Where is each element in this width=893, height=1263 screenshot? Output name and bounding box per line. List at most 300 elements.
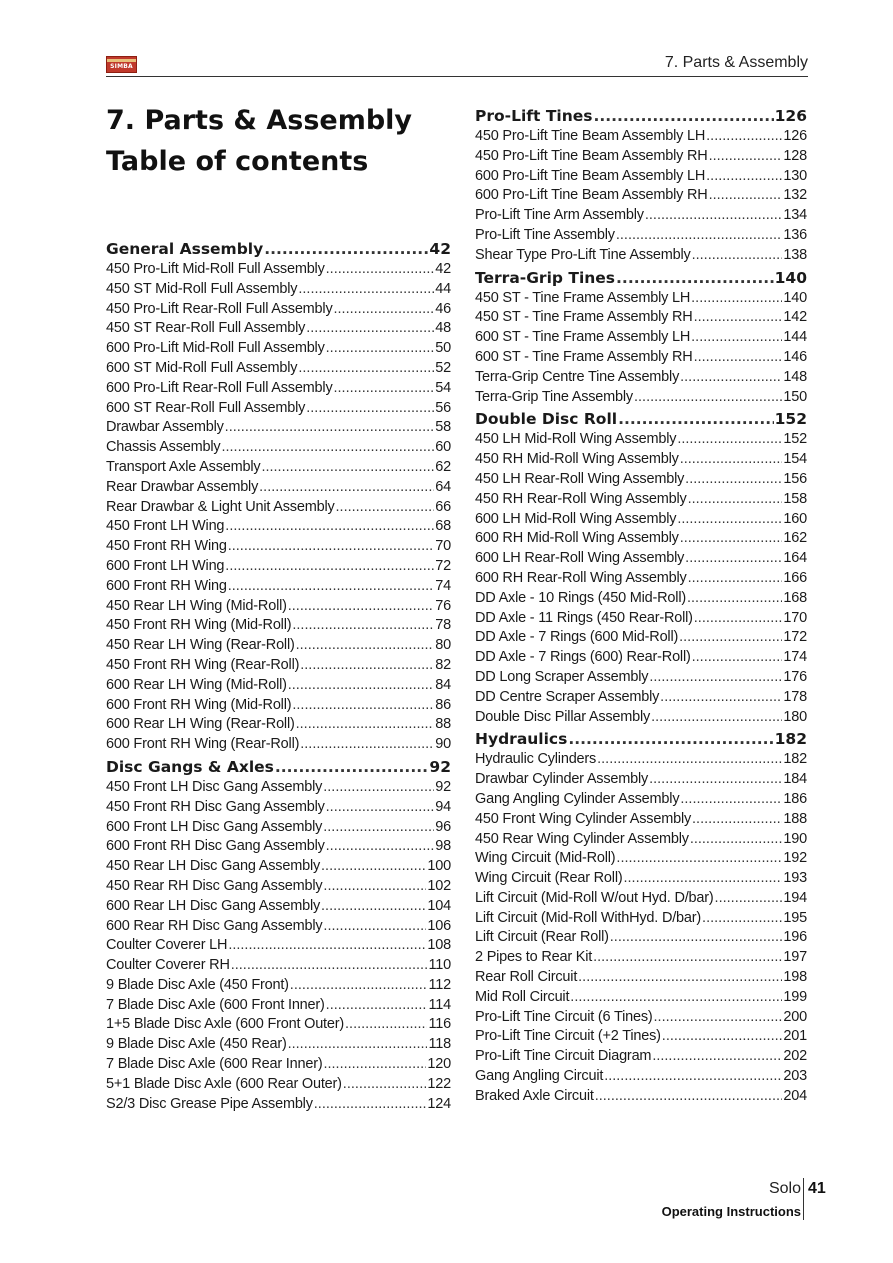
- toc-entry-title: 450 ST - Tine Frame Assembly RH: [475, 309, 693, 326]
- toc-entry[interactable]: [106, 280, 451, 300]
- toc-entry[interactable]: [106, 478, 451, 498]
- toc-entry-page: 50: [435, 340, 451, 357]
- toc-entry-title: Rear Drawbar & Light Unit Assembly: [106, 498, 335, 515]
- toc-entry-page: 114: [428, 996, 451, 1013]
- toc-entry-page: 174: [783, 649, 807, 666]
- toc-leader-dots: [593, 948, 782, 968]
- toc-leader-dots: [228, 537, 435, 557]
- toc-entry-page: 201: [783, 1028, 807, 1045]
- toc-entry-title: 450 Front LH Wing: [106, 518, 225, 535]
- toc-entry-page: 106: [427, 917, 451, 934]
- toc-entry-page: 72: [435, 557, 451, 574]
- toc-entry[interactable]: [475, 127, 807, 147]
- toc-entry[interactable]: [475, 609, 807, 629]
- toc-leader-dots: [616, 226, 783, 246]
- toc-entry-title: 450 RH Rear-Roll Wing Assembly: [475, 490, 687, 507]
- toc-entry-title: Hydraulics: [475, 730, 568, 749]
- header-section-label: 7. Parts & Assembly: [664, 54, 808, 71]
- toc-entry[interactable]: [106, 577, 451, 597]
- toc-entry-page: 126: [774, 107, 807, 125]
- toc-entry[interactable]: [106, 656, 451, 676]
- toc-entry-title: Braked Axle Circuit: [475, 1087, 594, 1104]
- toc-entry-page: 136: [783, 226, 807, 243]
- toc-leader-dots: [288, 676, 435, 696]
- toc-section-heading[interactable]: [475, 268, 807, 289]
- toc-entry-title: 600 Front RH Wing (Rear-Roll): [106, 736, 300, 753]
- toc-entry[interactable]: [475, 1087, 807, 1107]
- toc-section-heading[interactable]: [106, 757, 451, 778]
- toc-entry[interactable]: [106, 1095, 451, 1115]
- toc-entry-title: Rear Drawbar Assembly: [106, 478, 259, 495]
- toc-entry-page: 162: [783, 530, 807, 547]
- toc-leader-dots: [290, 976, 428, 996]
- toc-leader-dots: [593, 106, 773, 127]
- toc-leader-dots: [326, 837, 435, 857]
- toc-entry-title: 450 RH Mid-Roll Wing Assembly: [475, 451, 679, 468]
- toc-entry-title: 450 Front RH Wing (Rear-Roll): [106, 656, 300, 673]
- toc-leader-dots: [306, 319, 434, 339]
- toc-leader-dots: [326, 339, 435, 359]
- toc-entry-title: 7 Blade Disc Axle (600 Front Inner): [106, 996, 325, 1013]
- toc-entry-page: 199: [783, 988, 807, 1005]
- toc-entry-page: 184: [783, 771, 807, 788]
- toc-leader-dots: [292, 696, 434, 716]
- toc-entry[interactable]: [106, 418, 451, 438]
- toc-section-heading[interactable]: [106, 239, 451, 260]
- toc-entry-title: 1+5 Blade Disc Axle (600 Front Outer): [106, 1016, 345, 1033]
- toc-entry-title: 450 LH Mid-Roll Wing Assembly: [475, 431, 677, 448]
- toc-entry[interactable]: [475, 830, 807, 850]
- toc-entry-title: DD Long Scraper Assembly: [475, 668, 649, 685]
- toc-entry-title: Pro-Lift Tine Circuit Diagram: [475, 1048, 652, 1065]
- toc-entry-title: 600 Pro-Lift Tine Beam Assembly RH: [475, 187, 708, 204]
- toc-entry-title: Drawbar Cylinder Assembly: [475, 771, 649, 788]
- toc-leader-dots: [652, 1047, 782, 1067]
- toc-entry[interactable]: [475, 388, 807, 408]
- toc-entry-page: 188: [783, 810, 807, 827]
- toc-entry-page: 66: [435, 498, 451, 515]
- toc-entry-page: 168: [783, 589, 807, 606]
- toc-entry-title: Lift Circuit (Rear Roll): [475, 929, 609, 946]
- toc-entry-page: 160: [783, 510, 807, 527]
- toc-entry[interactable]: [475, 308, 807, 328]
- toc-entry[interactable]: [475, 869, 807, 889]
- toc-entry-page: 48: [435, 320, 451, 337]
- toc-leader-dots: [261, 458, 434, 478]
- toc-entry[interactable]: [475, 770, 807, 790]
- toc-entry-page: 78: [435, 617, 451, 634]
- toc-entry-page: 60: [435, 439, 451, 456]
- toc-entry[interactable]: [106, 956, 451, 976]
- toc-entry-title: 600 Rear LH Wing (Mid-Roll): [106, 676, 287, 693]
- toc-entry[interactable]: [475, 206, 807, 226]
- toc-entry[interactable]: [475, 348, 807, 368]
- toc-leader-dots: [702, 909, 782, 929]
- toc-entry-page: 132: [783, 187, 807, 204]
- toc-entry[interactable]: [475, 450, 807, 470]
- toc-entry-title: Wing Circuit (Mid-Roll): [475, 850, 616, 867]
- toc-leader-dots: [649, 668, 782, 688]
- toc-entry-title: 600 Front LH Disc Gang Assembly: [106, 818, 323, 835]
- toc-entry-page: 44: [435, 280, 451, 297]
- toc-entry-page: 86: [435, 696, 451, 713]
- toc-entry-title: 600 ST Rear-Roll Full Assembly: [106, 399, 306, 416]
- toc-entry-page: 194: [783, 889, 807, 906]
- toc-entry-page: 193: [783, 870, 807, 887]
- toc-leader-dots: [692, 648, 783, 668]
- toc-entry[interactable]: [106, 676, 451, 696]
- toc-entry[interactable]: [475, 147, 807, 167]
- header-rule: [106, 76, 808, 77]
- page-title-line1: 7. Parts & Assembly: [106, 105, 413, 136]
- toc-entry-title: 600 Front RH Wing: [106, 577, 227, 594]
- toc-entry-page: 124: [427, 1095, 451, 1112]
- toc-entry[interactable]: [475, 589, 807, 609]
- toc-leader-dots: [568, 729, 773, 750]
- toc-entry-title: Pro-Lift Tine Circuit (+2 Tines): [475, 1028, 661, 1045]
- toc-entry-page: 192: [783, 850, 807, 867]
- toc-leader-dots: [300, 656, 434, 676]
- toc-leader-dots: [292, 616, 434, 636]
- toc-entry-page: 126: [783, 128, 807, 144]
- toc-entry[interactable]: [106, 379, 451, 399]
- toc-leader-dots: [225, 557, 434, 577]
- toc-entry[interactable]: [475, 708, 807, 728]
- toc-entry-title: 450 Rear Wing Cylinder Assembly: [475, 830, 689, 847]
- toc-entry-title: DD Centre Scraper Assembly: [475, 688, 660, 705]
- toc-entry-page: 156: [783, 470, 807, 487]
- toc-entry-title: Double Disc Roll: [475, 410, 618, 429]
- footer-brand: Solo: [768, 1180, 801, 1197]
- toc-entry-title: Pro-Lift Tine Arm Assembly: [475, 207, 644, 224]
- toc-entry[interactable]: [475, 968, 807, 988]
- toc-leader-dots: [326, 996, 428, 1016]
- toc-entry[interactable]: [106, 300, 451, 320]
- toc-entry-page: 80: [435, 637, 451, 654]
- toc-entry-title: Coulter Coverer RH: [106, 957, 230, 974]
- toc-leader-dots: [694, 609, 783, 629]
- toc-entry-page: 154: [783, 451, 807, 468]
- toc-leader-dots: [228, 577, 435, 597]
- toc-entry-page: 84: [435, 676, 451, 693]
- toc-leader-dots: [688, 569, 783, 589]
- toc-entry-page: 74: [435, 577, 451, 594]
- toc-entry[interactable]: [106, 616, 451, 636]
- toc-entry[interactable]: [475, 167, 807, 187]
- toc-entry-page: 178: [783, 688, 807, 705]
- toc-leader-dots: [326, 798, 435, 818]
- toc-entry[interactable]: [106, 399, 451, 419]
- toc-entry[interactable]: [475, 569, 807, 589]
- toc-leader-dots: [634, 388, 782, 408]
- toc-entry-page: 68: [435, 518, 451, 535]
- toc-entry-title: DD Axle - 7 Rings (600) Rear-Roll): [475, 649, 691, 666]
- toc-leader-dots: [677, 510, 782, 530]
- toc-leader-dots: [680, 368, 782, 388]
- toc-entry-page: 166: [783, 569, 807, 586]
- toc-entry[interactable]: [106, 778, 451, 798]
- toc-entry[interactable]: [475, 849, 807, 869]
- toc-entry[interactable]: [106, 1035, 451, 1055]
- toc-entry[interactable]: [475, 1008, 807, 1028]
- toc-entry[interactable]: [475, 430, 807, 450]
- toc-leader-dots: [690, 830, 783, 850]
- toc-entry[interactable]: [106, 537, 451, 557]
- toc-entry[interactable]: [475, 688, 807, 708]
- toc-entry[interactable]: [475, 549, 807, 569]
- toc-entry-title: Gang Angling Cylinder Assembly: [475, 790, 680, 807]
- toc-entry[interactable]: [106, 458, 451, 478]
- toc-entry-page: 182: [774, 730, 807, 749]
- toc-leader-dots: [314, 1095, 427, 1115]
- toc-leader-dots: [275, 757, 429, 778]
- toc-entry[interactable]: [475, 186, 807, 206]
- toc-entry[interactable]: [106, 976, 451, 996]
- toc-entry[interactable]: [106, 877, 451, 897]
- toc-entry-title: Pro-Lift Tine Assembly: [475, 226, 615, 243]
- toc-entry-page: 42: [435, 261, 451, 277]
- toc-entry[interactable]: [475, 328, 807, 348]
- toc-leader-dots: [715, 889, 783, 909]
- toc-entry[interactable]: [475, 628, 807, 648]
- toc-leader-dots: [616, 849, 782, 869]
- toc-entry-page: 112: [428, 976, 451, 993]
- toc-leader-dots: [300, 735, 434, 755]
- toc-entry-title: Wing Circuit (Rear Roll): [475, 870, 623, 887]
- toc-entry[interactable]: [475, 1047, 807, 1067]
- toc-entry-title: Disc Gangs & Axles: [106, 757, 274, 776]
- toc-left-column: [106, 237, 451, 1114]
- toc-entry[interactable]: [475, 1067, 807, 1087]
- toc-leader-dots: [679, 628, 782, 648]
- toc-entry-title: 450 ST Mid-Roll Full Assembly: [106, 280, 298, 297]
- toc-leader-dots: [323, 877, 426, 897]
- toc-entry[interactable]: [475, 226, 807, 246]
- toc-entry-page: 62: [435, 458, 451, 475]
- toc-entry-page: 46: [435, 300, 451, 317]
- toc-entry[interactable]: [106, 319, 451, 339]
- toc-entry[interactable]: [475, 510, 807, 530]
- toc-leader-dots: [221, 438, 434, 458]
- toc-entry-page: 195: [783, 909, 807, 926]
- toc-section-heading[interactable]: [475, 409, 807, 430]
- toc-entry[interactable]: [475, 668, 807, 688]
- toc-leader-dots: [225, 418, 435, 438]
- toc-entry[interactable]: [106, 857, 451, 877]
- toc-entry[interactable]: [106, 897, 451, 917]
- toc-leader-dots: [288, 597, 435, 617]
- toc-entry-title: Terra-Grip Tine Assembly: [475, 388, 633, 405]
- toc-entry[interactable]: [106, 517, 451, 537]
- toc-leader-dots: [326, 260, 435, 280]
- toc-entry-page: 198: [783, 969, 807, 986]
- toc-entry-page: 96: [435, 818, 451, 835]
- toc-entry-page: 76: [435, 597, 451, 614]
- toc-leader-dots: [680, 450, 783, 470]
- toc-entry-title: 600 Rear LH Wing (Rear-Roll): [106, 716, 295, 733]
- toc-entry-title: Drawbar Assembly: [106, 419, 224, 436]
- toc-entry[interactable]: [106, 498, 451, 518]
- toc-leader-dots: [709, 147, 783, 167]
- toc-entry[interactable]: [106, 636, 451, 656]
- toc-entry-title: Chassis Assembly: [106, 439, 221, 456]
- toc-entry-title: 450 Rear LH Disc Gang Assembly: [106, 858, 321, 875]
- toc-entry-title: 600 Front RH Wing (Mid-Roll): [106, 696, 292, 713]
- toc-entry[interactable]: [475, 246, 807, 266]
- toc-section-heading[interactable]: [475, 729, 807, 750]
- logo-band: [107, 59, 136, 62]
- toc-entry-page: 108: [427, 937, 451, 954]
- toc-leader-dots: [623, 869, 782, 889]
- toc-leader-dots: [692, 810, 782, 830]
- toc-entry[interactable]: [106, 798, 451, 818]
- toc-entry[interactable]: [106, 696, 451, 716]
- toc-entry[interactable]: [106, 715, 451, 735]
- toc-entry-page: 152: [774, 410, 807, 429]
- toc-entry-page: 82: [435, 656, 451, 673]
- toc-entry[interactable]: [106, 818, 451, 838]
- toc-leader-dots: [298, 359, 434, 379]
- page-header: [106, 52, 808, 76]
- toc-entry-page: 203: [783, 1068, 807, 1085]
- toc-entry[interactable]: [475, 909, 807, 929]
- toc-entry[interactable]: [475, 928, 807, 948]
- toc-leader-dots: [296, 636, 435, 656]
- toc-leader-dots: [618, 409, 774, 430]
- toc-leader-dots: [680, 790, 782, 810]
- toc-entry-page: 158: [783, 490, 807, 507]
- toc-entry-page: 130: [783, 167, 807, 184]
- toc-entry-title: Lift Circuit (Mid-Roll W/out Hyd. D/bar): [475, 889, 714, 906]
- toc-entry-title: Double Disc Pillar Assembly: [475, 708, 651, 725]
- toc-leader-dots: [616, 268, 774, 289]
- toc-leader-dots: [654, 1008, 783, 1028]
- toc-entry[interactable]: [106, 1015, 451, 1035]
- toc-leader-dots: [597, 750, 782, 770]
- toc-entry-page: 180: [783, 708, 807, 725]
- toc-entry-page: 144: [783, 329, 807, 346]
- toc-leader-dots: [306, 399, 434, 419]
- toc-entry[interactable]: [475, 988, 807, 1008]
- toc-entry[interactable]: [475, 889, 807, 909]
- toc-entry[interactable]: [106, 339, 451, 359]
- toc-entry-page: 200: [783, 1008, 807, 1025]
- toc-entry-title: 600 RH Rear-Roll Wing Assembly: [475, 569, 687, 586]
- toc-entry-title: Coulter Coverer LH: [106, 937, 228, 954]
- toc-leader-dots: [336, 498, 435, 518]
- toc-leader-dots: [688, 490, 783, 510]
- toc-leader-dots: [334, 379, 435, 399]
- toc-entry-title: 450 Rear LH Wing (Rear-Roll): [106, 637, 295, 654]
- toc-entry-title: 600 RH Mid-Roll Wing Assembly: [475, 530, 679, 547]
- toc-entry[interactable]: [106, 557, 451, 577]
- toc-entry[interactable]: [106, 996, 451, 1016]
- toc-entry-title: 600 Pro-Lift Tine Beam Assembly LH: [475, 167, 706, 184]
- toc-entry-page: 186: [783, 790, 807, 807]
- toc-entry[interactable]: [106, 1075, 451, 1095]
- toc-entry-title: S2/3 Disc Grease Pipe Assembly: [106, 1095, 313, 1112]
- toc-entry[interactable]: [106, 438, 451, 458]
- toc-leader-dots: [649, 770, 782, 790]
- toc-entry[interactable]: [475, 948, 807, 968]
- toc-entry-page: 142: [783, 309, 807, 326]
- toc-leader-dots: [692, 246, 783, 266]
- toc-entry-title: 600 LH Mid-Roll Wing Assembly: [475, 510, 677, 527]
- toc-entry-page: 94: [435, 798, 451, 815]
- toc-entry[interactable]: [475, 750, 807, 770]
- toc-entry-title: 450 ST - Tine Frame Assembly LH: [475, 289, 691, 306]
- toc-entry-page: 196: [783, 929, 807, 946]
- toc-leader-dots: [691, 328, 782, 348]
- toc-entry[interactable]: [475, 490, 807, 510]
- toc-entry[interactable]: [475, 648, 807, 668]
- toc-entry-title: Mid Roll Circuit: [475, 988, 570, 1005]
- toc-leader-dots: [323, 917, 426, 937]
- toc-entry-page: 100: [427, 858, 451, 875]
- toc-entry-title: 450 ST Rear-Roll Full Assembly: [106, 320, 306, 337]
- page-title: [106, 100, 412, 182]
- toc-entry[interactable]: [106, 260, 451, 280]
- toc-entry[interactable]: [106, 597, 451, 617]
- toc-leader-dots: [231, 956, 428, 976]
- toc-entry-title: 450 Front RH Disc Gang Assembly: [106, 798, 325, 815]
- toc-leader-dots: [706, 127, 782, 147]
- toc-entry[interactable]: [475, 289, 807, 309]
- toc-entry[interactable]: [475, 529, 807, 549]
- toc-right-column: [475, 104, 807, 1107]
- toc-leader-dots: [334, 300, 435, 320]
- toc-leader-dots: [680, 529, 783, 549]
- toc-entry[interactable]: [106, 735, 451, 755]
- toc-section-heading[interactable]: [475, 106, 807, 127]
- toc-entry[interactable]: [106, 917, 451, 937]
- toc-entry-title: Terra-Grip Tines: [475, 268, 616, 287]
- toc-entry-title: 9 Blade Disc Axle (450 Front): [106, 976, 289, 993]
- toc-entry-title: Lift Circuit (Mid-Roll WithHyd. D/bar): [475, 909, 702, 926]
- toc-entry-page: 88: [435, 716, 451, 733]
- toc-entry-title: Gang Angling Circuit: [475, 1068, 604, 1085]
- footer-page-number: 41: [808, 1180, 826, 1197]
- logo-text: SIMBA: [110, 63, 133, 70]
- toc-entry-title: Hydraulic Cylinders: [475, 751, 597, 768]
- toc-entry-title: 450 Rear LH Wing (Mid-Roll): [106, 597, 287, 614]
- toc-entry[interactable]: [475, 470, 807, 490]
- toc-entry-page: 164: [783, 550, 807, 567]
- toc-entry[interactable]: [475, 790, 807, 810]
- toc-entry-page: 204: [783, 1087, 807, 1104]
- toc-entry-title: 600 Pro-Lift Rear-Roll Full Assembly: [106, 379, 333, 396]
- footer-divider: [803, 1178, 804, 1220]
- toc-entry[interactable]: [475, 810, 807, 830]
- toc-entry-title: 450 Rear RH Disc Gang Assembly: [106, 877, 323, 894]
- toc-entry[interactable]: [106, 359, 451, 379]
- toc-entry-title: Terra-Grip Centre Tine Assembly: [475, 368, 680, 385]
- toc-entry-page: 92: [429, 757, 451, 776]
- toc-leader-dots: [321, 897, 426, 917]
- footer-subtitle: Operating Instructions: [661, 1204, 801, 1219]
- toc-entry-title: 450 LH Rear-Roll Wing Assembly: [475, 470, 685, 487]
- toc-entry-page: 170: [783, 609, 807, 626]
- toc-leader-dots: [323, 1055, 426, 1075]
- toc-entry[interactable]: [106, 1055, 451, 1075]
- toc-entry[interactable]: [106, 837, 451, 857]
- toc-entry[interactable]: [475, 1027, 807, 1047]
- toc-entry-title: Transport Axle Assembly: [106, 458, 261, 475]
- toc-entry[interactable]: [475, 368, 807, 388]
- toc-entry-title: Shear Type Pro-Lift Tine Assembly: [475, 246, 691, 263]
- toc-entry-title: 600 LH Rear-Roll Wing Assembly: [475, 550, 685, 567]
- toc-entry[interactable]: [106, 936, 451, 956]
